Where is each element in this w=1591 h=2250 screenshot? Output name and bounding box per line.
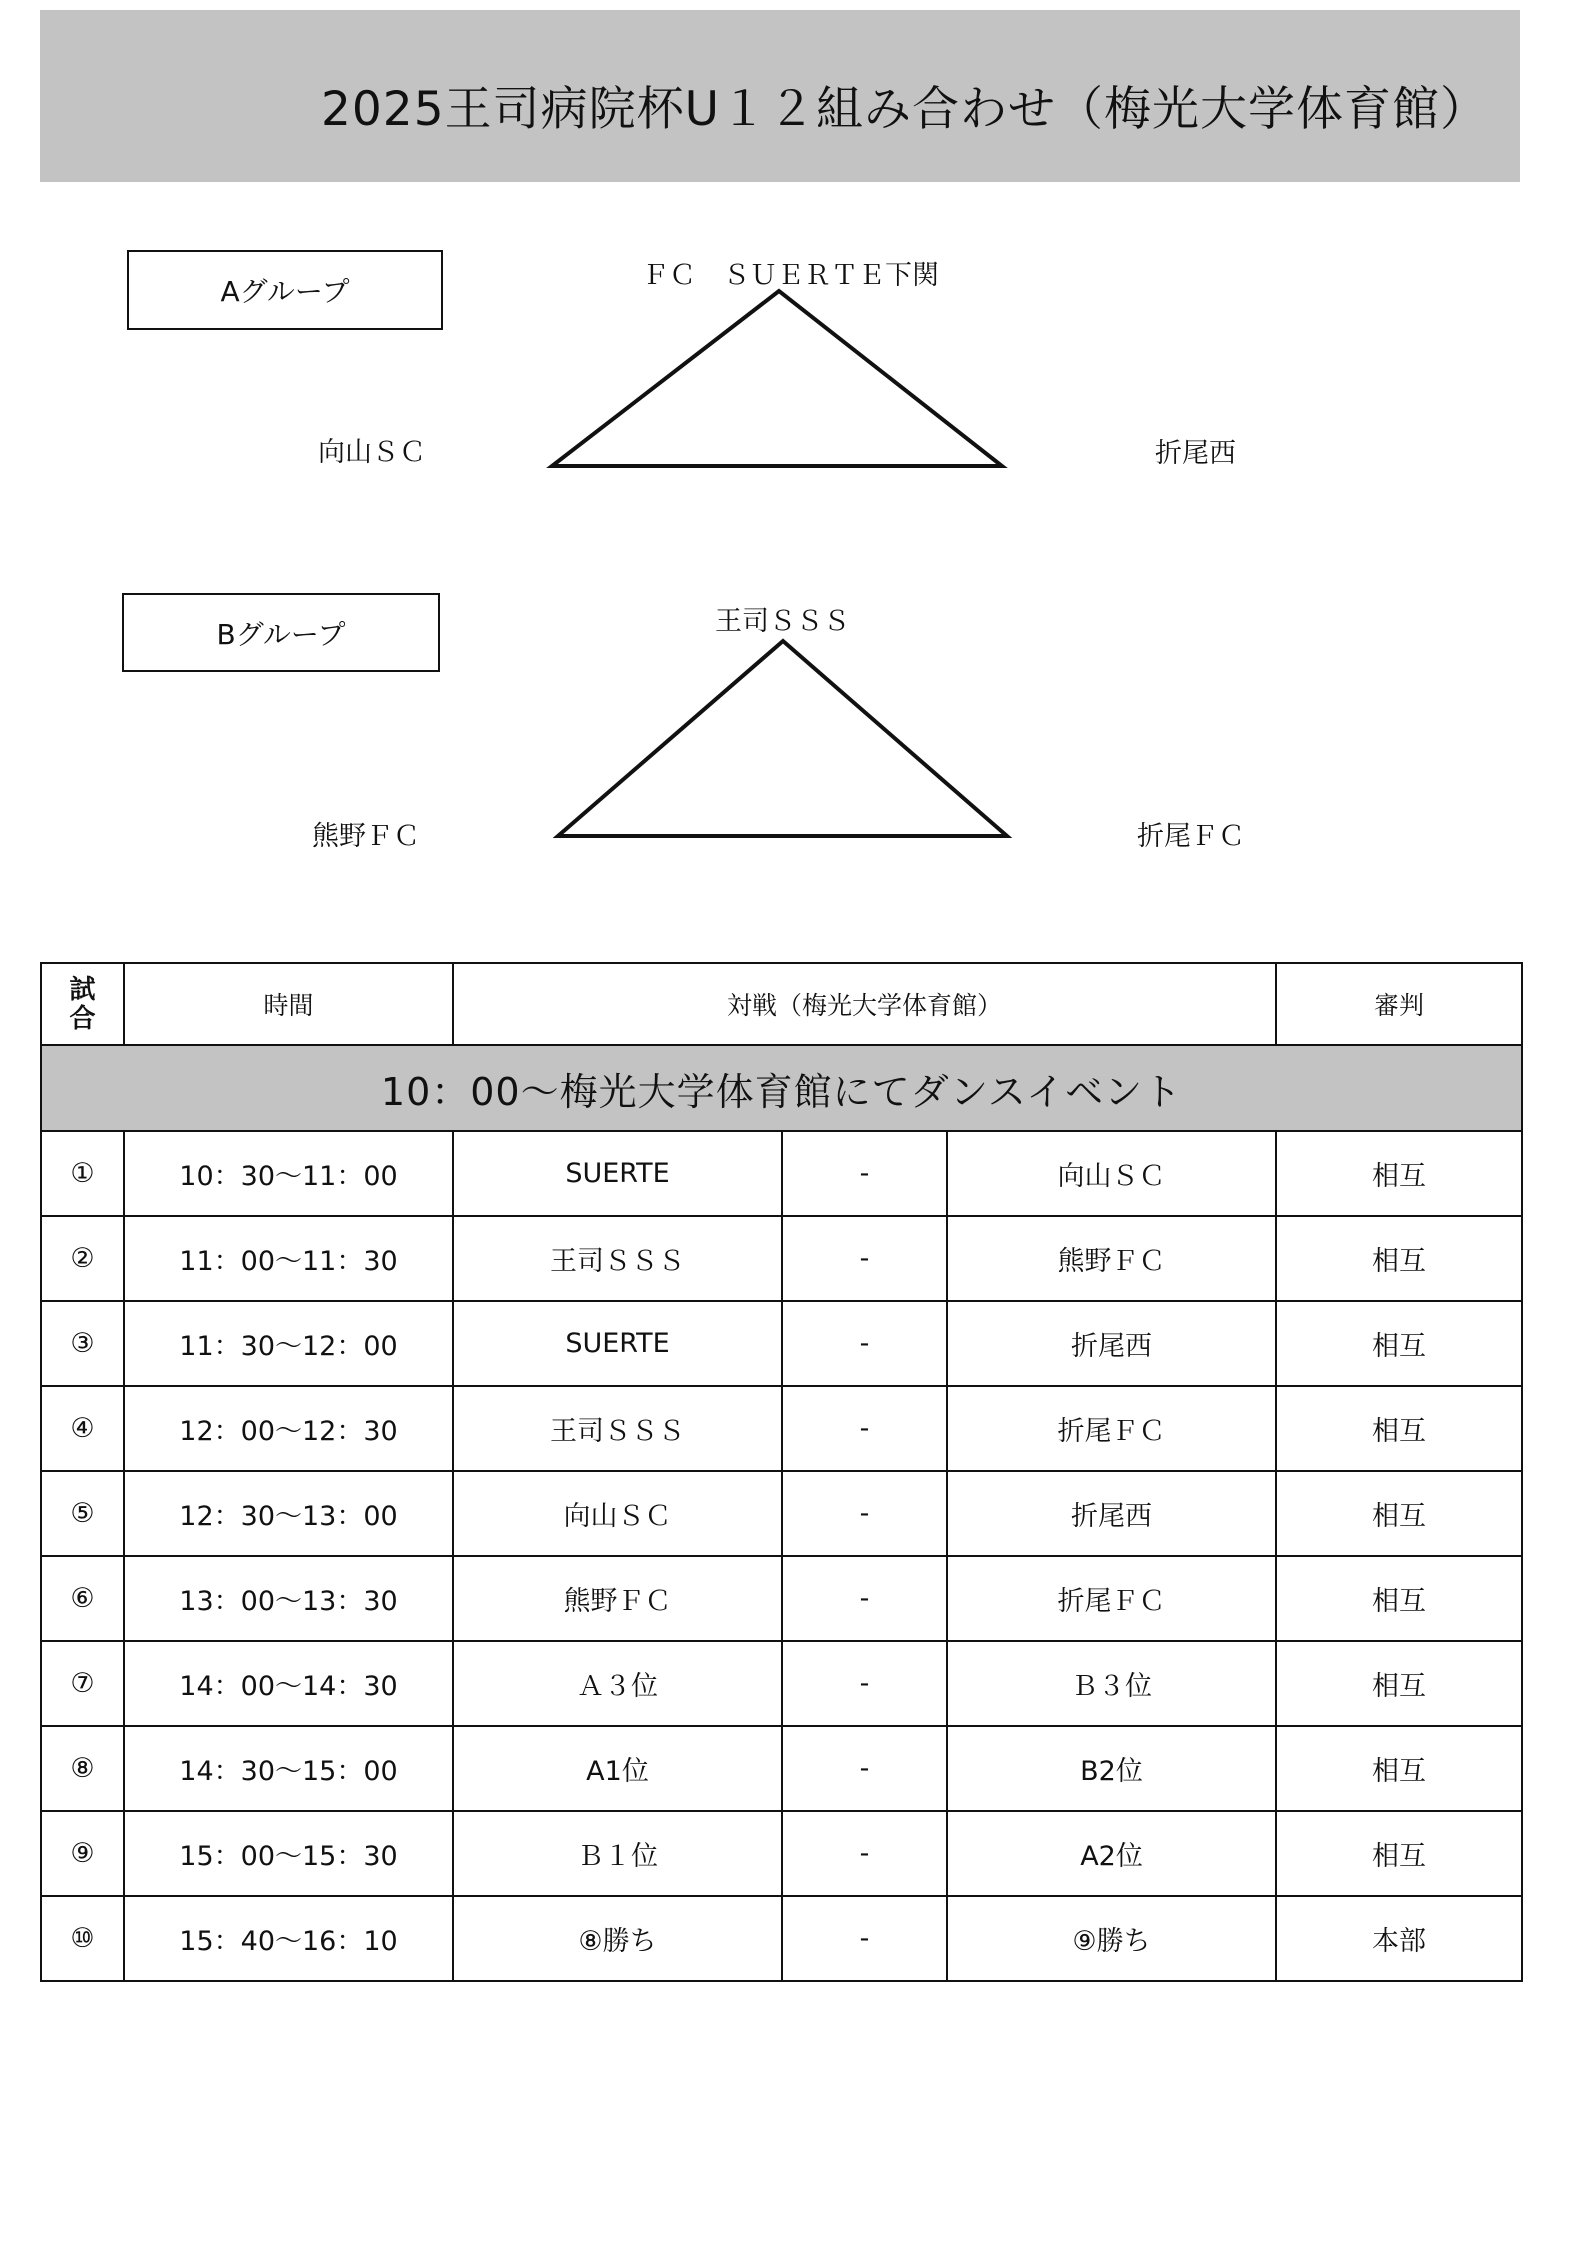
match-dash: - (782, 1301, 947, 1386)
group-a-right-team: 折尾西 (1155, 438, 1236, 469)
match-time: 15：00～15：30 (124, 1811, 453, 1896)
match-away-team: B2位 (947, 1726, 1276, 1811)
match-home-team: SUERTE (453, 1131, 782, 1216)
match-number: ④ (41, 1386, 124, 1471)
event-banner: 10：00～梅光大学体育館にてダンスイベント (41, 1045, 1522, 1131)
match-home-team: 王司ＳＳＳ (453, 1216, 782, 1301)
match-home-team: 向山ＳＣ (453, 1471, 782, 1556)
match-number: ① (41, 1131, 124, 1216)
match-time: 13：00～13：30 (124, 1556, 453, 1641)
match-referee: 相互 (1276, 1301, 1522, 1386)
match-referee: 相互 (1276, 1556, 1522, 1641)
match-home-team: 王司ＳＳＳ (453, 1386, 782, 1471)
header-referee: 審判 (1276, 963, 1522, 1045)
match-away-team: 折尾西 (947, 1301, 1276, 1386)
match-away-team: 向山ＳＣ (947, 1131, 1276, 1216)
match-dash: - (782, 1131, 947, 1216)
table-row (41, 1386, 1522, 1471)
match-time: 10：30～11：00 (124, 1131, 453, 1216)
match-time: 12：00～12：30 (124, 1386, 453, 1471)
match-away-team: 折尾西 (947, 1471, 1276, 1556)
header-match-char: 試 (69, 975, 96, 1005)
header-match (41, 963, 124, 1045)
match-home-team: ⑧勝ち (453, 1896, 782, 1981)
table-row (41, 1896, 1522, 1981)
match-away-team: Ｂ３位 (947, 1641, 1276, 1726)
match-home-team: A1位 (453, 1726, 782, 1811)
table-row (41, 1726, 1522, 1811)
group-a-top-team: ＦＣ ＳＵＥＲＴＥ下関 (642, 260, 939, 291)
group-b-label: Bグループ (216, 617, 346, 651)
match-referee: 相互 (1276, 1811, 1522, 1896)
table-row (41, 1216, 1522, 1301)
match-away-team: 折尾ＦＣ (947, 1556, 1276, 1641)
group-b-left-team: 熊野ＦＣ (312, 821, 420, 852)
match-referee: 相互 (1276, 1216, 1522, 1301)
match-referee: 相互 (1276, 1726, 1522, 1811)
group-b-right-team: 折尾ＦＣ (1137, 821, 1245, 852)
match-dash: - (782, 1216, 947, 1301)
group-a-left-team: 向山ＳＣ (318, 437, 426, 468)
match-time: 14：30～15：00 (124, 1726, 453, 1811)
match-dash: - (782, 1556, 947, 1641)
table-row (41, 1301, 1522, 1386)
match-away-team: 熊野ＦＣ (947, 1216, 1276, 1301)
group-a-label: Aグループ (220, 275, 350, 308)
match-away-team: ⑨勝ち (947, 1896, 1276, 1981)
table-row (41, 1471, 1522, 1556)
match-dash: - (782, 1471, 947, 1556)
table-row (41, 1131, 1522, 1216)
match-number: ③ (41, 1301, 124, 1386)
match-number: ⑥ (41, 1556, 124, 1641)
match-referee: 相互 (1276, 1386, 1522, 1471)
match-number: ⑤ (41, 1471, 124, 1556)
match-referee: 相互 (1276, 1471, 1522, 1556)
group-b-top-team: 王司ＳＳＳ (715, 606, 850, 637)
match-number: ⑨ (41, 1811, 124, 1896)
match-home-team: Ｂ１位 (453, 1811, 782, 1896)
match-time: 14：00～14：30 (124, 1641, 453, 1726)
match-dash: - (782, 1641, 947, 1726)
header-versus: 対戦（梅光大学体育館） (453, 963, 1276, 1045)
match-dash: - (782, 1811, 947, 1896)
match-time: 11：30～12：00 (124, 1301, 453, 1386)
event-row (41, 1045, 1522, 1131)
group-b-triangle (0, 0, 1591, 900)
match-number: ② (41, 1216, 124, 1301)
match-dash: - (782, 1896, 947, 1981)
header-time: 時間 (124, 963, 453, 1045)
match-home-team: SUERTE (453, 1301, 782, 1386)
table-header-row (41, 963, 1522, 1045)
match-referee: 本部 (1276, 1896, 1522, 1981)
match-number: ⑧ (41, 1726, 124, 1811)
match-number: ⑦ (41, 1641, 124, 1726)
match-referee: 相互 (1276, 1641, 1522, 1726)
header-match-char: 合 (69, 1004, 96, 1034)
table-row (41, 1641, 1522, 1726)
match-referee: 相互 (1276, 1131, 1522, 1216)
match-number: ⑩ (41, 1896, 124, 1981)
match-time: 12：30～13：00 (124, 1471, 453, 1556)
schedule-table (40, 962, 1523, 1982)
match-time: 11：00～11：30 (124, 1216, 453, 1301)
table-row (41, 1811, 1522, 1896)
table-row (41, 1556, 1522, 1641)
page-title: 2025王司病院杯U１２組み合わせ（梅光大学体育館） (320, 82, 1488, 137)
match-dash: - (782, 1726, 947, 1811)
match-away-team: A2位 (947, 1811, 1276, 1896)
match-home-team: Ａ３位 (453, 1641, 782, 1726)
match-dash: - (782, 1386, 947, 1471)
match-away-team: 折尾ＦＣ (947, 1386, 1276, 1471)
match-home-team: 熊野ＦＣ (453, 1556, 782, 1641)
match-time: 15：40～16：10 (124, 1896, 453, 1981)
